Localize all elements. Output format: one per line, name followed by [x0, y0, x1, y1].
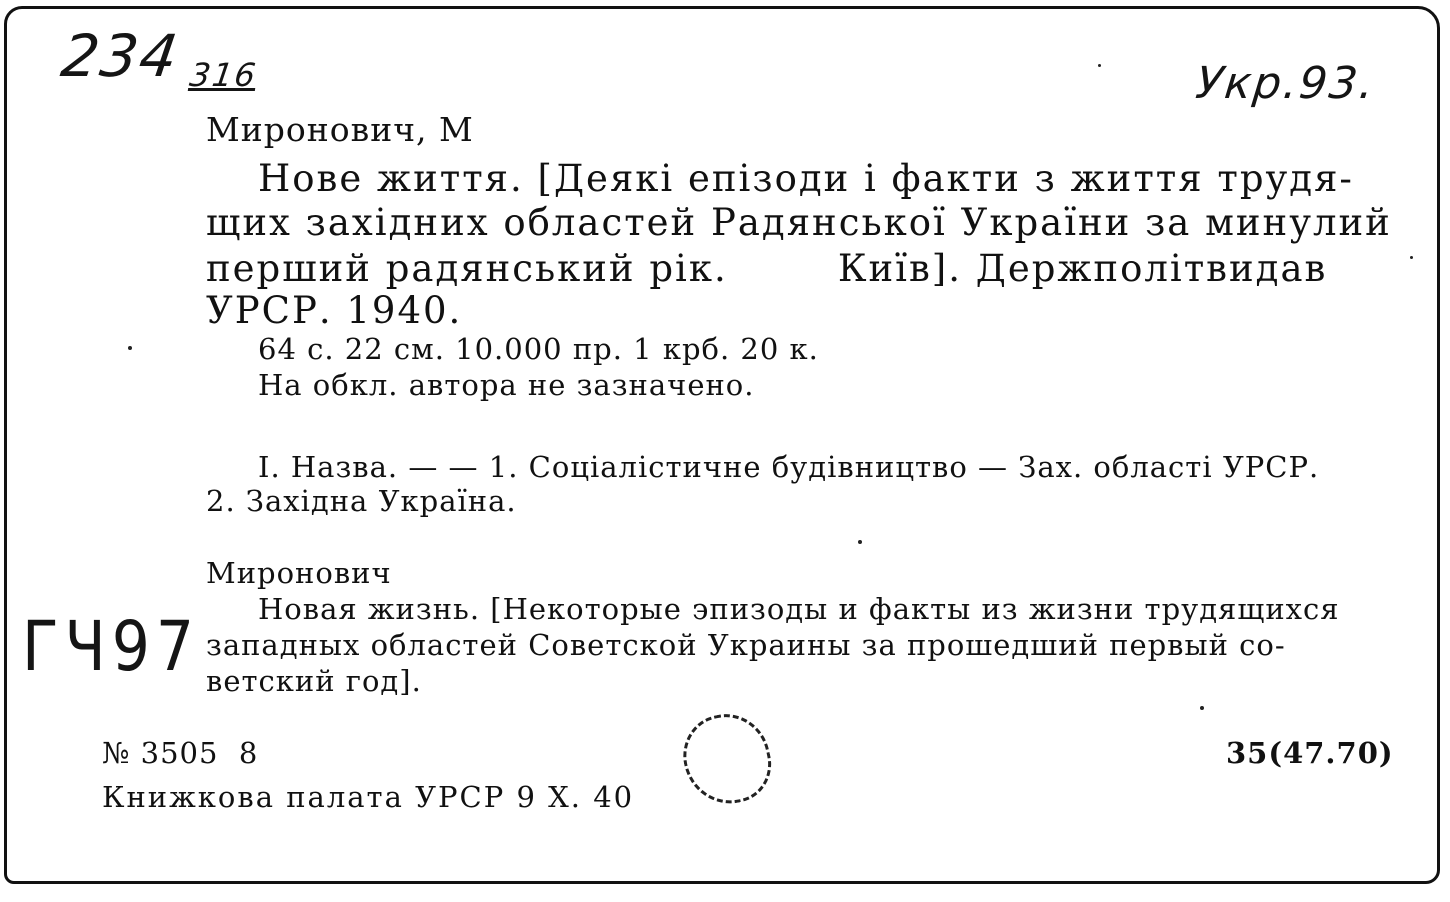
handwritten-left-margin: ГЧ97: [22, 606, 201, 688]
subjects-line-2: 2. Західна Україна.: [206, 484, 517, 518]
scan-speck: [1098, 64, 1101, 67]
scan-speck: [858, 540, 862, 544]
description-line-3: перший радянський рік. Київ]. Держполітвидав: [206, 247, 1328, 290]
handwritten-shelf-sub: 316: [187, 56, 260, 94]
classification-code: 35(47.70): [1226, 736, 1394, 770]
russian-line-2: западных областей Советской Украины за прошедший первый со-: [206, 628, 1286, 662]
subjects-line-1: I. Назва. — — 1. Соціалістичне будівництво — Зах. області УРСР.: [258, 450, 1320, 484]
russian-line-3: ветский год].: [206, 664, 422, 698]
scan-speck: [1200, 706, 1204, 710]
author-heading: Миронович, М: [206, 110, 474, 149]
book-chamber-line: Книжкова палата УРСР 9 X. 40: [102, 780, 635, 814]
card-number: № 3505 8: [102, 736, 259, 770]
russian-line-1: Новая жизнь. [Некоторые эпизоды и факты из жизни трудящихся: [258, 592, 1340, 626]
russian-author: Миронович: [206, 556, 392, 590]
handwritten-top-right: Укр.93.: [1193, 58, 1378, 109]
description-line-1: Нове життя. [Деякі епізоди і факти з життя трудя-: [258, 157, 1354, 200]
scan-speck: [1410, 256, 1413, 259]
handwritten-shelf-number: 234: [57, 22, 184, 90]
description-line-4: УРСР. 1940.: [206, 289, 463, 332]
note-line: На обкл. автора не зазначено.: [258, 368, 755, 402]
description-line-2: щих західних областей Радянської України за минулий: [206, 201, 1392, 244]
physical-description: 64 с. 22 см. 10.000 пр. 1 крб. 20 к.: [258, 332, 819, 366]
scan-speck: [128, 346, 132, 350]
